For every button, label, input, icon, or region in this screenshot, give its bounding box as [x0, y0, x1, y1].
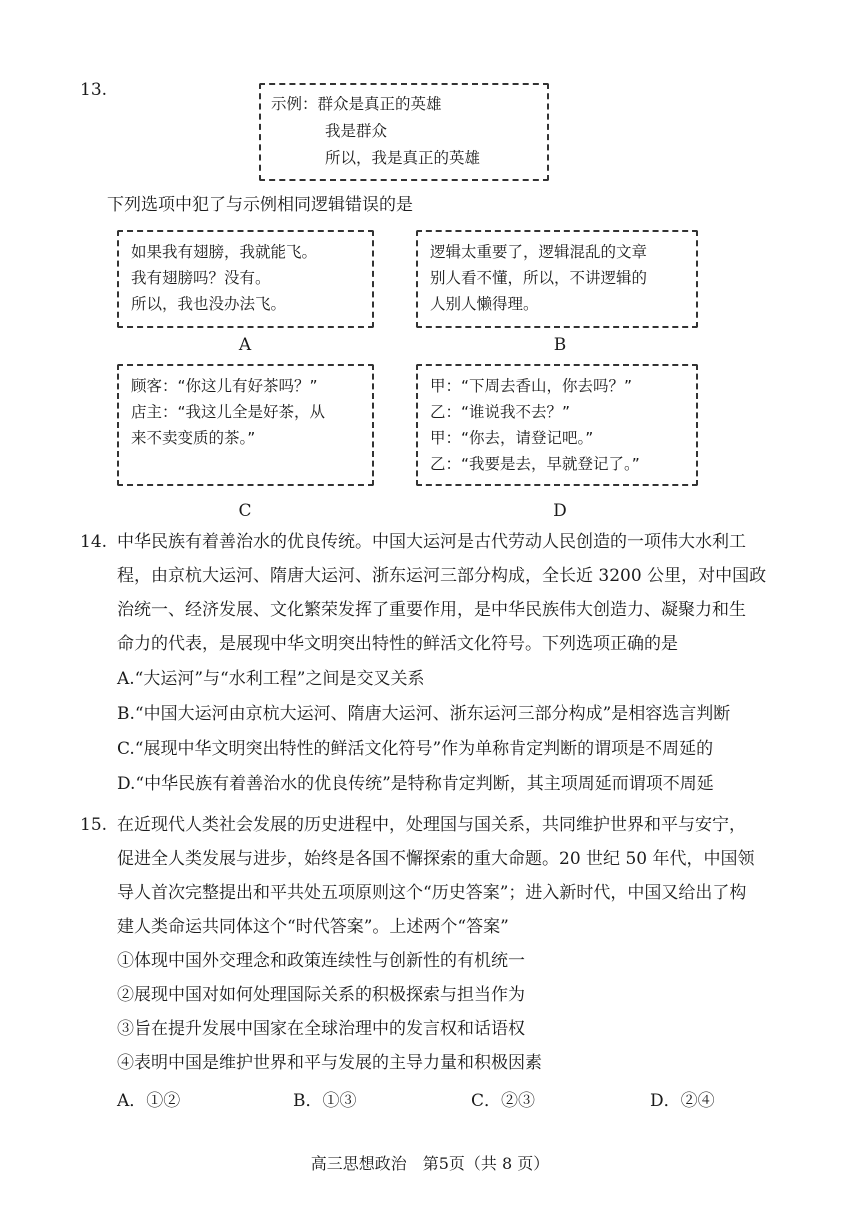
- question-13-number: 13.: [80, 80, 108, 100]
- question-14-option: C.“展现中华文明突出特性的鲜活文化符号”作为单称肯定判断的谓项是不周延的: [117, 739, 714, 759]
- choice-a: A．①②: [117, 1091, 181, 1111]
- option-d-box: [416, 364, 698, 486]
- option-a-box: [117, 230, 374, 328]
- option-d-line: 乙：“我要是去，早就登记了。”: [430, 455, 640, 473]
- page-footer: 高三思想政治 第5页（共 8 页）: [310, 1154, 550, 1173]
- option-d-line: 甲：“你去，请登记吧。”: [430, 429, 594, 447]
- example-line-2: 我是群众: [325, 122, 388, 140]
- example-line-3: 所以，我是真正的英雄: [325, 149, 481, 167]
- question-14-line: 程，由京杭大运河、隋唐大运河、浙东运河三部分构成，全长近 3200 公里，对中国政: [117, 566, 767, 586]
- question-14-options: [117, 662, 730, 802]
- option-b-line: 别人看不懂，所以，不讲逻辑的: [430, 269, 648, 287]
- choice-b: B．①③: [293, 1091, 357, 1111]
- question-14-option: B.“中国大运河由京杭大运河、隋唐大运河、浙东运河三部分构成”是相容选言判断: [117, 704, 731, 724]
- option-b-label: B: [553, 335, 567, 355]
- option-c-label: C: [238, 501, 252, 521]
- option-b-line: 逻辑太重要了，逻辑混乱的文章: [430, 243, 648, 261]
- choice-d: D．②④: [650, 1091, 715, 1111]
- question-15-statement: ③旨在提升发展中国家在全球治理中的发言权和话语权: [117, 1019, 525, 1039]
- option-d-line: 乙：“谁说我不去？”: [430, 403, 571, 421]
- question-15-statement: ④表明中国是维护世界和平与发展的主导力量和积极因素: [117, 1053, 542, 1073]
- question-15-line: 促进全人类发展与进步，始终是各国不懈探索的重大命题。20 世纪 50 年代，中国领: [117, 849, 755, 869]
- option-d-line: 甲：“下周去香山，你去吗？”: [430, 377, 633, 395]
- question-13-stem: 下列选项中犯了与示例相同逻辑错误的是: [107, 195, 413, 215]
- question-14-line: 治统一、经济发展、文化繁荣发挥了重要作用，是中华民族伟大创造力、凝聚力和生: [117, 600, 746, 620]
- option-c-line: 来不卖变质的茶。”: [131, 429, 256, 447]
- question-14-stem: [117, 525, 766, 661]
- option-a-line: 我有翅膀吗？没有。: [131, 269, 271, 287]
- question-14-line: 命力的代表，是展现中华文明突出特性的鲜活文化符号。下列选项正确的是: [117, 634, 678, 654]
- question-15-statement: ②展现中国对如何处理国际关系的积极探索与担当作为: [117, 985, 525, 1005]
- question-15-statement: ①体现中国外交理念和政策连续性与创新性的有机统一: [117, 951, 525, 971]
- option-c-box: [117, 364, 374, 486]
- choice-c: C．②③: [471, 1091, 536, 1111]
- option-d-label: D: [553, 501, 567, 521]
- question-14-line: 中华民族有着善治水的优良传统。中国大运河是古代劳动人民创造的一项伟大水利工: [117, 532, 746, 552]
- question-15-line: 建人类命运共同体这个“时代答案”。上述两个“答案”: [117, 917, 509, 937]
- option-c-line: 顾客：“你这儿有好茶吗？”: [131, 377, 318, 395]
- example-box: [259, 83, 549, 181]
- question-14-number: 14.: [80, 532, 108, 552]
- option-a-line: 所以，我也没办法飞。: [131, 295, 287, 313]
- example-line-1: 示例：群众是真正的英雄: [271, 95, 442, 113]
- question-14-option: D.“中华民族有着善治水的优良传统”是特称肯定判断，其主项周延而谓项不周延: [117, 774, 714, 794]
- option-b-line: 人别人懒得理。: [430, 295, 539, 313]
- question-15-stem: [117, 808, 754, 944]
- option-b-box: [416, 230, 698, 328]
- question-14-option: A.“大运河”与“水利工程”之间是交叉关系: [117, 669, 425, 689]
- question-15-line: 导人首次完整提出和平共处五项原则这个“历史答案”；进入新时代，中国又给出了构: [117, 883, 747, 903]
- option-c-line: 店主：“我这儿全是好茶，从: [131, 403, 326, 421]
- question-15-statements: [117, 944, 542, 1080]
- option-a-label: A: [238, 335, 252, 355]
- question-15-line: 在近现代人类社会发展的历史进程中，处理国与国关系，共同维护世界和平与安宁，: [117, 815, 746, 835]
- question-15-number: 15.: [80, 815, 108, 835]
- option-a-line: 如果我有翅膀，我就能飞。: [131, 243, 318, 261]
